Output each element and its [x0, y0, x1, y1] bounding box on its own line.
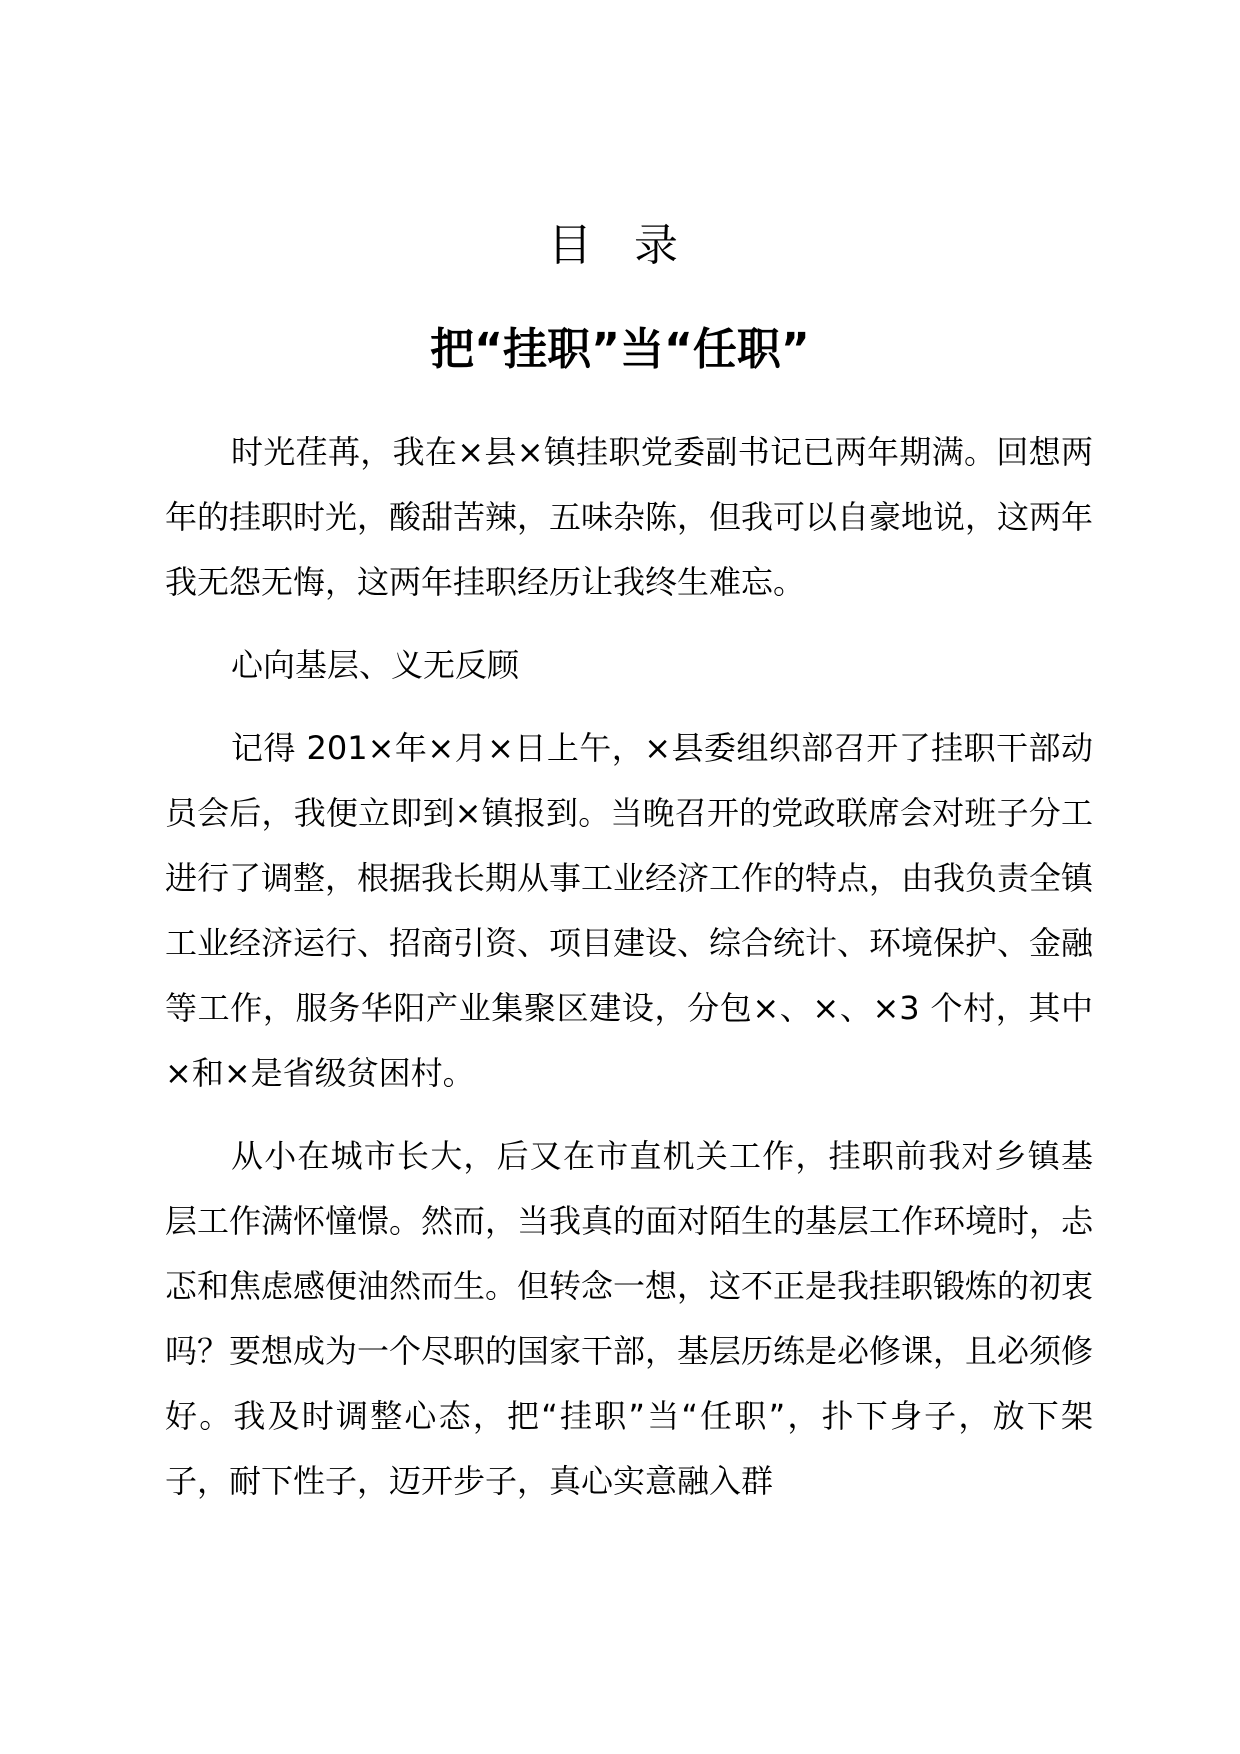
article-body: [165, 420, 1093, 1532]
paragraph-intro: 时光荏苒，我在×县×镇挂职党委副书记已两年期满。回想两年的挂职时光，酸甜苦辣，五味杂陈，但我可以自豪地说，这两年我无怨无悔，这两年挂职经历让我终生难忘。: [165, 433, 1094, 601]
paragraph-adjustment: 从小在城市长大，后又在市直机关工作，挂职前我对乡镇基层工作满怀憧憬。然而，当我真的面对陌生的基层工作环境时，忐忑和焦虑感便油然而生。但转念一想，这不正是我挂职锻炼的初衷吗？要想成为一个尽职的国家干部，基层历练是必修课，且必须修好。我及时调整心态，把“挂职”当“任职”，扑下身子，放下架子，耐下性子，迈开步子，真心实意融入群: [165, 1137, 1094, 1500]
paragraph-assignment: 记得 201×年×月×日上午，×县委组织部召开了挂职干部动员会后，我便立即到×镇报到。当晚召开的党政联席会对班子分工进行了调整，根据我长期从事工业经济工作的特点，由我负责全镇工业经济运行、招商引资、项目建设、综合统计、环境保护、金融等工作，服务华阳产业集聚区建设，分包×、×、×3 个村，其中×和×是省级贫困村。: [165, 729, 1094, 1092]
section-subheading: 心向基层、义无反顾: [231, 646, 520, 684]
article-title: 把“挂职”当“任职”: [430, 324, 810, 375]
toc-heading: 目 录: [548, 220, 692, 271]
